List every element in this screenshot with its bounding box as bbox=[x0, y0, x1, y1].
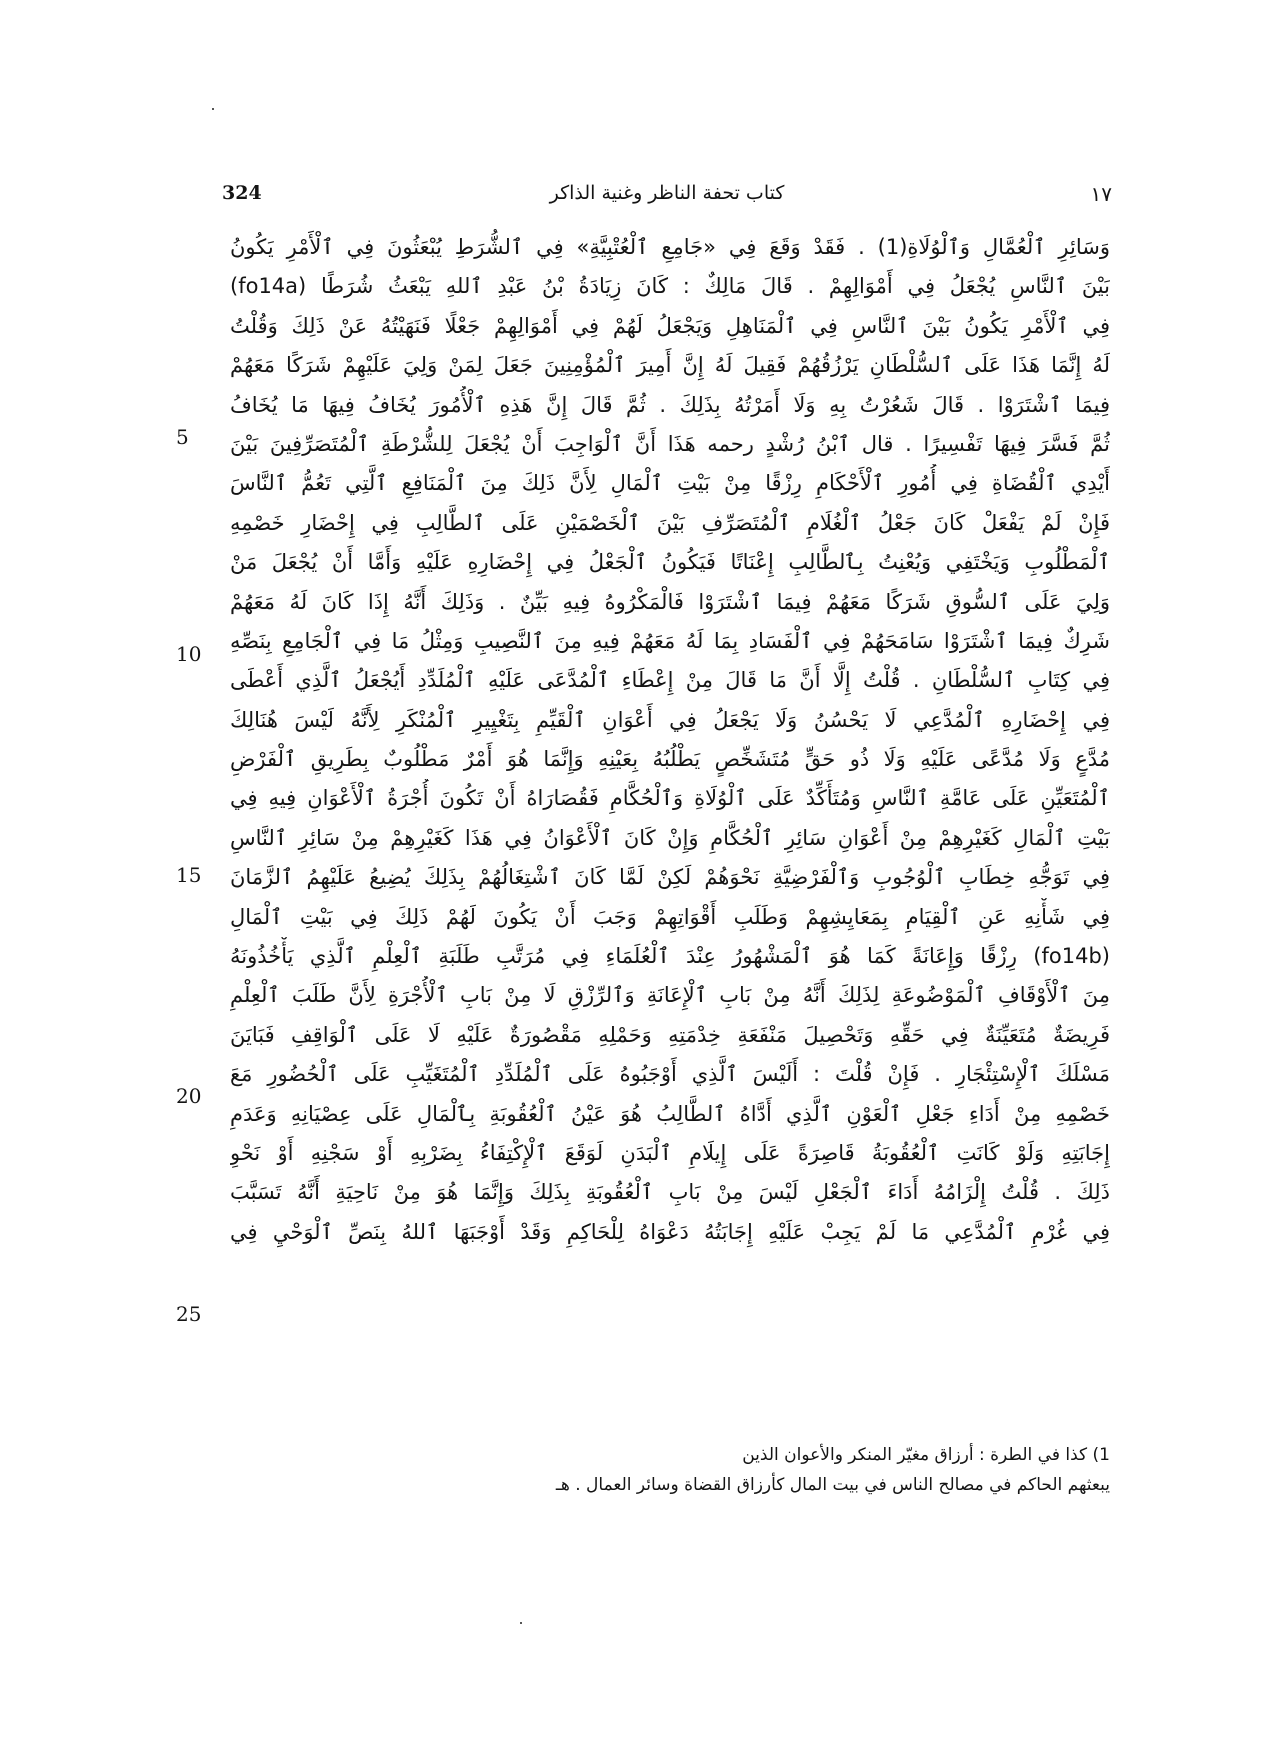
text-line: فَإِنْ لَمْ يَفْعَلْ كَانَ جَعْلُ ٱلْغُلَامِ ٱلْمُتَصَرِّفِ بَيْنَ ٱلْخَصْمَيْنِ عَلَى ٱلطَّالِبِ فِي إِحْضَارِ خَصْمِهِ bbox=[230, 510, 1110, 535]
text-line: مُدَّعٍ وَلَا مُدَّعًى عَلَيْهِ وَلَا ذُو حَقٍّ مُتَشَخِّصٍ يَطْلُبُهُ بِعَيْنِهِ وَإِنَّمَا هُوَ أَمْرٌ مَطْلُوبٌ بِطَرِيقِ ٱلْفَرْضِ bbox=[230, 747, 1110, 772]
text-line: فِيمَا ٱشْتَرَوْا . قَالَ شَعُرْتُ بِهِ وَلَا أَمَرْتُهُ بِذَلِكَ . ثُمَّ قَالَ إِنَّ هَذِهِ ٱلْأُمُورَ يُخَافُ فِيهَا مَا يُخَافُ bbox=[230, 392, 1110, 417]
main-text bbox=[230, 228, 1110, 1252]
text-line: فِي شَأْنِهِ عَنِ ٱلْقِيَامِ بِمَعَايِشِهِمْ وَطَلَبِ أَقْوَاتِهِمْ وَجَبَ أَنْ يَكُونَ لَهُمْ ذَلِكَ فِي بَيْتِ ٱلْمَالِ bbox=[230, 904, 1110, 929]
line-number-15: 15 bbox=[176, 863, 202, 887]
text-line: فِي غُرْمِ ٱلْمُدَّعِي مَا لَمْ يَجِبْ عَلَيْهِ إِجَابَتُهُ دَعْوَاهُ لِلْحَاكِمِ وَقَدْ أَوْجَبَهَا ٱللهُ بِنَصِّ ٱلْوَحْيِ فِي bbox=[230, 1219, 1110, 1244]
arabic-page-number: ١٧ bbox=[1090, 182, 1112, 206]
text-line: فِي إِحْضَارِهِ ٱلْمُدَّعِي لَا يَحْسُنُ وَلَا يَجْعَلُ فِي أَعْوَانِ ٱلْقَيِّمِ بِتَغْيِيرِ ٱلْمُنْكَرِ لِأَنَّهُ لَيْسَ هُنَالِكَ bbox=[230, 707, 1110, 732]
text-line: فِي كِتَابِ ٱلسُّلْطَانِ . قُلْتُ إِلَّا أَنَّ مَا قَالَ مِنْ إِعْطَاءِ ٱلْمُدَّعَى عَلَيْهِ ٱلْمُلَدِّدِ أَيُجْعَلُ ٱلَّذِي أَعْطَى bbox=[230, 668, 1110, 693]
text-line: مَسْلَكَ ٱلْإِسْتِئْجَارِ . فَإِنْ قُلْتَ : أَلَيْسَ ٱلَّذِي أَوْجَبُوهُ عَلَى ٱلْمُلَدِّدِ ٱلْمُتَغَيِّبِ عَلَى ٱلْحُضُورِ مَعَ bbox=[230, 1062, 1110, 1087]
line-number-10: 10 bbox=[176, 642, 202, 666]
text-line: ذَلِكَ . قُلْتُ إِلْزَامُهُ أَدَاءَ ٱلْجَعْلِ لَيْسَ مِنْ بَابِ ٱلْعُقُوبَةِ بِذَلِكَ وَإِنَّمَا هُوَ مِنْ نَاحِيَةِ أَنَّهُ تَسَبَّبَ bbox=[230, 1180, 1110, 1205]
footnote-line: 1) كذا في الطرة : أرزاق مغيّر المنكر والأعوان الذين bbox=[742, 1445, 1110, 1465]
text-line: ٱلْمُتَعَيِّنِ عَلَى عَامَّةِ ٱلنَّاسِ وَمُتَأَكِّدٌ عَلَى ٱلْوُلَاةِ وَٱلْحُكَّامِ فَقُصَارَاهُ أَنْ تَكُونَ أُجْرَةُ ٱلْأَعْوَانِ فِيهِ فِي bbox=[230, 786, 1110, 811]
text-line: فِي تَوَجُّهِ خِطَابِ ٱلْوُجُوبِ وَٱلْفَرْضِيَّةِ نَحْوَهُمْ لَكِنْ لَمَّا كَانَ ٱشْتِغَالُهُمْ بِذَلِكَ يُضِيعُ عَلَيْهِمُ ٱلزَّمَانَ bbox=[230, 865, 1110, 890]
text-line: شَرِكٌ فِيمَا ٱشْتَرَوْا سَامَحَهُمْ فِي ٱلْفَسَادِ بِمَا لَهُ مَعَهُمْ فِيهِ مِنَ ٱلنَّصِيبِ وَمِثْلُ مَا فِي ٱلْجَامِعِ بِنَصِّهِ bbox=[230, 628, 1110, 653]
scan-speck bbox=[212, 108, 214, 110]
text-line: وَلِيَ عَلَى ٱلسُّوقِ شَرَكًا مَعَهُمْ فِيمَا ٱشْتَرَوْا فَالْمَكْرُوهُ فِيهِ بَيِّنٌ . وَذَلِكَ أَنَّهُ إِذَا كَانَ لَهُ مَعَهُمْ bbox=[230, 589, 1110, 614]
text-line: بَيْتِ ٱلْمَالِ كَغَيْرِهِمْ مِنْ أَعْوَانِ سَائِرِ ٱلْحُكَّامِ وَإِنْ كَانَ ٱلْأَعْوَانُ فِي هَذَا كَغَيْرِهِمْ مِنْ سَائِرِ ٱلنَّاسِ bbox=[230, 825, 1110, 850]
scan-speck bbox=[520, 1622, 522, 1624]
page-header bbox=[222, 182, 1112, 216]
text-line: بَيْنَ ٱلنَّاسِ يُجْعَلُ فِي أَمْوَالِهِمْ . قَالَ مَالِكٌ : كَانَ زِيَادَةُ بْنُ عَبْدِ ٱللهِ يَبْعَثُ شُرَطًا (fo14a) bbox=[230, 274, 1110, 299]
line-number-20: 20 bbox=[176, 1084, 202, 1108]
line-number-5: 5 bbox=[176, 425, 189, 449]
footnotes bbox=[430, 1440, 1110, 1500]
text-line: ثُمَّ فَسَّرَ فِيهَا تَفْسِيرًا . قال ٱبْنُ رُشْدٍ رحمه هَذَا أَنَّ ٱلْوَاجِبَ أَنْ يُجْعَلَ لِلشُّرْطَةِ ٱلْمُتَصَرِّفِينَ بَيْنَ bbox=[230, 431, 1110, 456]
text-line: خَصْمِهِ مِنْ أَدَاءِ جَعْلِ ٱلْعَوْنِ ٱلَّذِي أَدَّاهُ ٱلطَّالِبُ هُوَ عَيْنُ ٱلْعُقُوبَةِ بِٱلْمَالِ عَلَى عِصْيَانِهِ وَعَدَمِ bbox=[230, 1101, 1110, 1126]
text-line: (fo14b) رِزْقًا وَإِعَانَةً كَمَا هُوَ ٱلْمَشْهُورُ عِنْدَ ٱلْعُلَمَاءِ فِي مُرَتَّبِ طَلَبَةِ ٱلْعِلْمِ ٱلَّذِي يَأْخُذُونَهُ bbox=[230, 944, 1110, 969]
page-number: 324 bbox=[222, 182, 262, 204]
line-number-25: 25 bbox=[176, 1302, 202, 1326]
text-line: مِنَ ٱلْأَوْقَافِ ٱلْمَوْضُوعَةِ لِذَلِكَ أَنَّهُ مِنْ بَابِ ٱلْإِعَانَةِ وَٱلرِّزْقِ لَا مِنْ بَابِ ٱلْأُجْرَةِ لِأَنَّ طَلَبَ ٱلْعِلْمِ bbox=[230, 983, 1110, 1008]
text-line: أَيْدِي ٱلْقُضَاةِ فِي أُمُورِ ٱلْأَحْكَامِ رِزْقًا مِنْ بَيْتِ ٱلْمَالِ لِأَنَّ ذَلِكَ مِنَ ٱلْمَنَافِعِ ٱلَّتِي تَعُمُّ ٱلنَّاسَ bbox=[230, 471, 1110, 496]
text-line: لَهُ إِنَّمَا هَذَا عَلَى ٱلسُّلْطَانِ يَرْزُقُهُمْ فَقِيلَ لَهُ إِنَّ أَمِيرَ ٱلْمُؤْمِنِينَ جَعَلَ لِمَنْ وَلِيَ عَلَيْهِمْ شَرَكًا مَعَهُمْ bbox=[230, 353, 1110, 378]
text-line: وَسَائِرِ ٱلْعُمَّالِ وَٱلْوُلَاةِ(1) . فَقَدْ وَقَعَ فِي «جَامِعِ ٱلْعُتْبِيَّةِ» فِي ٱلشُّرَطِ يُبْعَثُونَ فِي ٱلْأَمْرِ يَكُونُ bbox=[230, 235, 1110, 259]
text-line: ٱلْمَطْلُوبِ وَيَخْتَفِي وَيُعْنِتُ بِٱلطَّالِبِ إِعْنَاتًا فَيَكُونُ ٱلْجَعْلُ فِي إِحْضَارِهِ عَلَيْهِ وَأَمَّا أَنْ يُجْعَلَ مَنْ bbox=[230, 550, 1110, 575]
text-line: فَرِيضَةٌ مُتَعَيِّنَةٌ فِي حَقِّهِ وَتَحْصِيلَ مَنْفَعَةِ خِدْمَتِهِ وَحَمْلِهِ مَقْصُورَةٌ عَلَيْهِ لَا عَلَى ٱلْوَاقِفِ فَبَايَنَ bbox=[230, 1022, 1110, 1047]
text-line: إِجَابَتِهِ وَلَوْ كَانَتِ ٱلْعُقُوبَةُ قَاصِرَةً عَلَى إِيلَامِ ٱلْبَدَنِ لَوَقَعَ ٱلْإِكْتِفَاءُ بِضَرْبِهِ أَوْ سَجْنِهِ أَوْ نَحْوِ bbox=[230, 1140, 1110, 1165]
footnote-line: يبعثهم الحاكم في مصالح الناس في بيت المال كأرزاق القضاة وسائر العمال . هـ bbox=[555, 1475, 1110, 1495]
text-line: فِي ٱلْأَمْرِ يَكُونُ بَيْنَ ٱلنَّاسِ فِي ٱلْمَنَاهِلِ وَيَجْعَلُ لَهُمْ فِي أَمْوَالِهِمْ جَعْلًا فَنَهَيْتُهُ عَنْ ذَلِكَ وَقُلْتُ bbox=[230, 313, 1110, 338]
running-title: كتاب تحفة الناظر وغنية الذاكر bbox=[549, 182, 785, 204]
